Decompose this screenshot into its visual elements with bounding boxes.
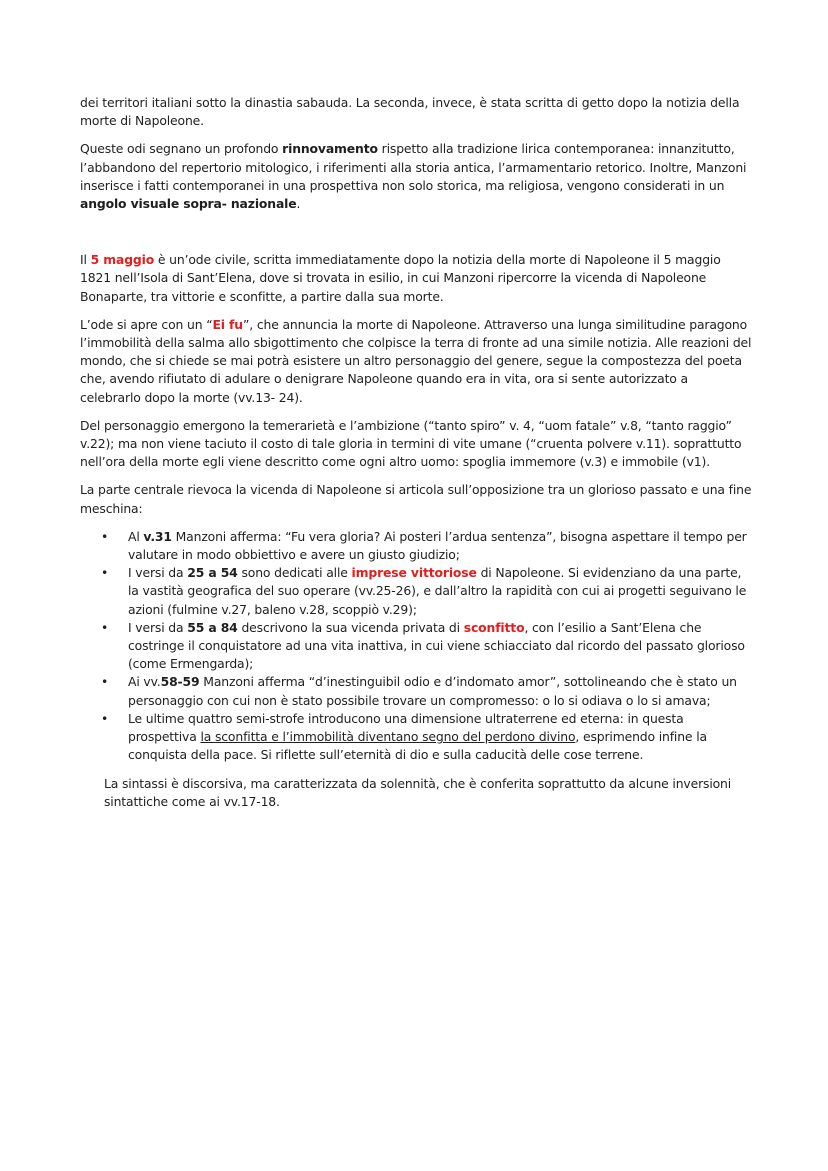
text: è un’ode civile, scritta immediatamente dopo la notizia della morte di Napoleone il 5 maggio 1821 nell’Isola di Sant’Elena, dove si trovata in esilio, in cui Manzoni ripercorre la vicenda di Napoleone Bonaparte, tra vittorie e sconfitte, a partire dalla sua morte. [80,252,721,304]
bold-term: 25 a 54 [187,565,238,581]
spacer [80,223,752,251]
text: descrivono la sua vicenda privata di [237,619,464,635]
text: ”, che annuncia la morte di Napoleone. Attraverso una lunga similitudine paragono l’immobilità della salma allo sbigottimento che colpisce la terra di fronte ad una simile notizia. Alle reazioni del mondo, che si chiede se mai potrà esistere un altro personaggio del genere, segue la compostezza del poeta che, avendo rifiutato di adulare o denigrare Napoleone quando era in vita, ora si sente autorizzato a celebrarlo dopo la morte (vv.13- 24). [80,316,752,405]
text: di Napoleone. Si evidenziano da una parte, la vastità geografica del suo operare (vv.25-26), e dall’altro la rapidità con cui ai progetti seguivano le azioni (fulmine v.27, baleno v.28, scoppiò v.29); [128,565,747,617]
list-item [101,619,752,674]
text: , con l’esilio a Sant’Elena che costringe il conquistatore ad una vita inattiva, in cui viene schiacciato dal ricordo del passato glorioso (come Ermengarda); [128,619,745,672]
highlight-term: 5 maggio [90,252,155,268]
text: Al [128,528,144,544]
text: rispetto alla tradizione lirica contemporanea: innanzitutto, l’abbandono del repertorio mitologico, i riferimenti alla storia antica, l’armamentario retorico. Inoltre, Manzoni inserisce i fatti contemporanei in una prospettiva non solo storica, ma religiosa, vengono considerati in un [80,141,747,193]
text: Manzoni afferma: “Fu vera gloria? Ai posteri l’ardua sentenza”, bisogna aspettare il tempo per valutare in modo obbiettivo e avere un giusto giudizio; [128,528,747,563]
list-item [101,564,752,619]
paragraph-personaggio: Del personaggio emergono la temerarietà e l’ambizione (“tanto spiro” v. 4, “uom fatale” v.8, “tanto raggio” v.22); ma non viene taciuto il costo di tale gloria in termini di vite umane (“cruenta polvere v.11). soprattutto nell’ora della morte egli viene descritto come ogni altro uomo: spoglia immemore (v.3) e immobile (v1). [80,417,742,470]
bullet-icon: • [101,710,109,726]
text: Manzoni afferma “d’inestinguibil odio e d’indomato amor”, sottolineando che è stato un personaggio con cui non è stato possibile trovare un compromesso: o lo si odiava o lo si amava; [128,674,737,708]
paragraph-sintassi: La sintassi è discorsiva, ma caratterizzata da solennità, che è conferita soprattutto da alcune inversioni sintattiche come ai vv.17-18. [104,775,732,809]
text: Il [80,252,91,268]
paragraph-intro: dei territori italiani sotto la dinastia sabauda. La seconda, invece, è stata scritta di getto dopo la notizia della morte di Napoleone. [80,95,740,129]
list-item [101,673,752,709]
list-item [101,710,752,765]
bold-term: v.31 [143,528,172,544]
text: sono dedicati alle [237,565,352,581]
text: Ai vv. [128,674,161,690]
text: I versi da [128,619,188,635]
bold-term: 55 a 84 [187,619,238,635]
text: Queste odi segnano un profondo [80,141,283,157]
text: , esprimendo infine la conquista della pace. Si riflette sull’eternità di dio e sulla caducità delle cose terrene. [128,729,707,763]
text: I versi da [128,565,188,581]
bullet-icon: • [101,528,109,544]
list-item [101,528,752,564]
bullet-icon: • [101,619,109,635]
paragraph-ei-fu [80,316,752,407]
bold-term: rinnovamento [282,141,378,157]
paragraph-rinnovamento [80,140,752,213]
document-page [80,94,752,821]
text: . [296,196,301,212]
highlight-term: imprese vittoriose [351,565,477,581]
paragraph-5-maggio [80,251,752,306]
bullet-icon: • [101,565,109,581]
text: L’ode si apre con un “ [80,316,213,332]
bullet-list [80,528,752,765]
bullet-icon: • [101,674,109,690]
highlight-term: Ei fu [212,316,243,332]
paragraph-parte-centrale: La parte centrale rievoca la vicenda di Napoleone si articola sull’opposizione tra un glorioso passato e una fine meschina: [80,482,752,516]
bold-term: angolo visuale sopra- nazionale [80,196,297,212]
text: Le ultime quattro semi-strofe introducono una dimensione ultraterrene ed eterna: in questa prospettiva [128,710,684,745]
highlight-term: sconfitto [463,619,525,635]
underlined-phrase: la sconfitta e l’immobilità diventano segno del perdono divino [200,729,576,745]
bold-term: 58-59 [160,674,200,690]
